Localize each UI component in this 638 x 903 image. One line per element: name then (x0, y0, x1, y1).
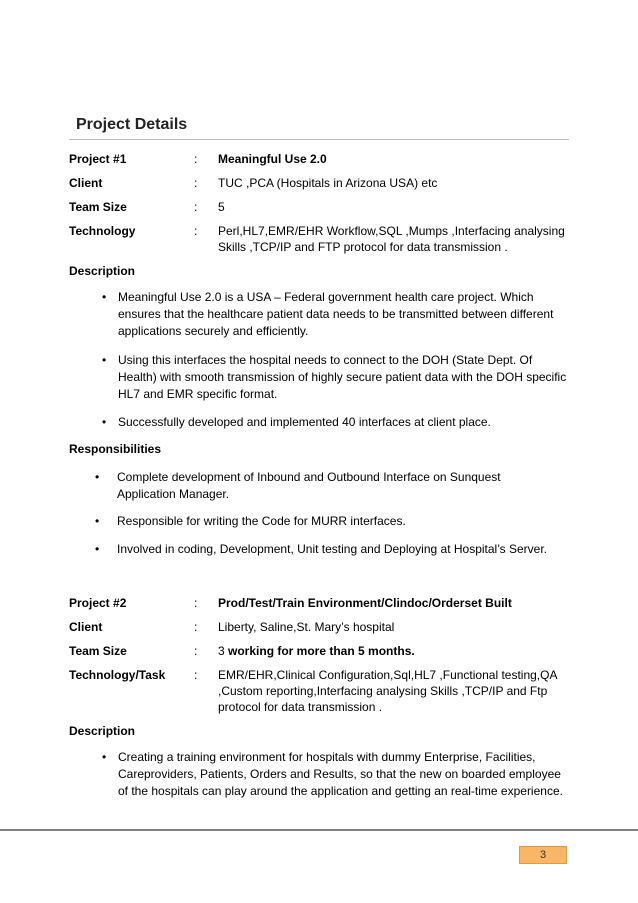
list-item-text: Successfully developed and implemented 40 interfaces at client place. (118, 415, 491, 429)
title-rule (69, 139, 569, 140)
responsibilities-heading: Responsibilities (69, 442, 162, 456)
list-item-text: Meaningful Use 2.0 is a USA – Federal government health care project. Which ensures that the healthcare patient data needs to be transmitted between different applications securely and efficiently. (118, 290, 554, 338)
field-label: Client (69, 176, 103, 190)
field-value: Prod/Test/Train Environment/Clindoc/Orderset Built (218, 596, 512, 610)
list-item-text: Responsible for writing the Code for MURR interfaces. (117, 514, 406, 528)
list-item-text: Creating a training environment for hospitals with dummy Enterprise, Facilities, Careproviders, Patients, Orders and Results, so that the new on boarded employee of the hospitals can play around the application and getting an real-time experience. (118, 750, 563, 798)
field-value: Meaningful Use 2.0 (218, 152, 327, 166)
field-value: Perl,HL7,EMR/EHR Workflow,SQL ,Mumps ,Interfacing analysing Skills ,TCP/IP and FTP protocol for data transmission . (218, 224, 565, 254)
field-value: 5 (218, 200, 225, 214)
field-colon: : (194, 596, 198, 610)
team-size-duration: working for more than 5 months. (228, 644, 415, 658)
field-label: Project #2 (69, 596, 127, 610)
bullet-icon: • (95, 470, 100, 484)
field-label: Technology (69, 224, 136, 238)
field-value (218, 643, 573, 659)
description-heading: Description (69, 724, 136, 738)
bullet-icon: • (102, 750, 107, 764)
field-colon: : (194, 644, 198, 658)
description-heading: Description (69, 264, 136, 278)
list-item-text: Using this interfaces the hospital needs to connect to the DOH (State Dept. Of Health) with smooth transmission of highly secure patient data with the DOH specific HL7 and EMR specific format. (118, 353, 567, 401)
bullet-icon: • (95, 514, 100, 528)
field-colon: : (194, 620, 198, 634)
field-colon: : (194, 224, 198, 238)
field-colon: : (194, 200, 198, 214)
field-label: Team Size (69, 644, 127, 658)
bullet-icon: • (95, 542, 100, 556)
field-colon: : (194, 668, 198, 682)
field-label: Team Size (69, 200, 127, 214)
field-label: Client (69, 620, 103, 634)
field-label: Technology/Task (69, 668, 166, 682)
field-value: EMR/EHR,Clinical Configuration,Sql,HL7 ,Functional testing,QA ,Custom reporting,Interfacing analysing Skills ,TCP/IP and Ftp protocol for data transmission . (218, 668, 557, 714)
list-item-text: Involved in coding, Development, Unit testing and Deploying at Hospital’s Server. (117, 542, 548, 556)
field-value: Liberty, Saline,St. Mary’s hospital (218, 620, 395, 634)
field-colon: : (194, 176, 198, 190)
bullet-icon: • (102, 415, 107, 429)
field-value: TUC ,PCA (Hospitals in Arizona USA) etc (218, 176, 438, 190)
team-size-number: 3 (218, 644, 229, 658)
footer-rule (0, 829, 638, 831)
list-item-text: Complete development of Inbound and Outbound Interface on Sunquest Application Manager. (117, 470, 501, 501)
section-title: Project Details (76, 116, 188, 133)
bullet-icon: • (102, 353, 107, 367)
bullet-icon: • (102, 290, 107, 304)
field-colon: : (194, 152, 198, 166)
page-number: 3 (519, 846, 567, 864)
field-label: Project #1 (69, 152, 127, 166)
